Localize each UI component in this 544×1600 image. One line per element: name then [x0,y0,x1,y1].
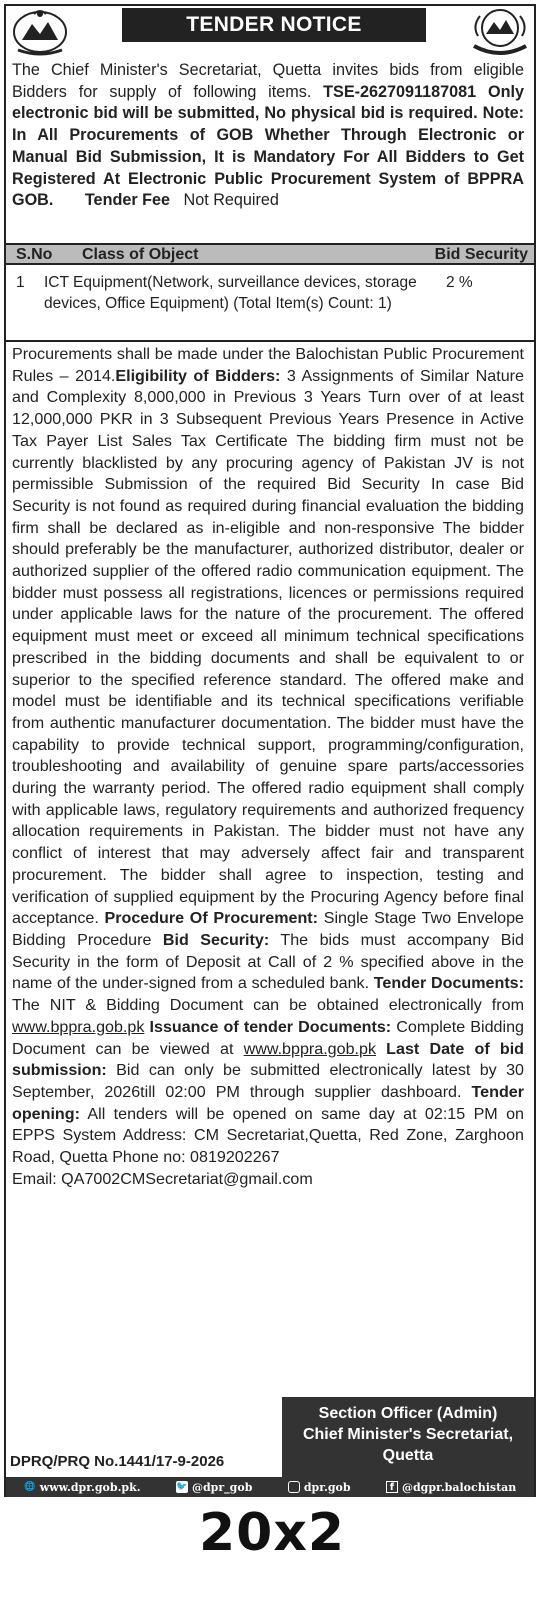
body-text: Bid can only be submitted electronically latest by 30 September, 2026till 02:00 PM through supplier dashboard. [12,1061,524,1101]
page-title: TENDER NOTICE [122,8,426,42]
heading-bid-security: Bid Security: [162,930,270,949]
footer-bar [6,1477,534,1497]
heading-tender-documents: Tender Documents: [373,974,524,993]
bppra-link[interactable]: www.bppra.gob.pk [243,1039,376,1058]
intro-text: The Chief Minister's Secretariat, Quetta invites bids from eligible Bidders for supply of following items. [12,61,524,101]
body-text: The NIT & Bidding Document can be obtained electronically from [12,996,524,1015]
dprq-number: DPRQ/PRQ No.1441/17-9-2026 [10,1453,225,1470]
column-header-bid-security: Bid Security [434,246,528,263]
heading-eligibility: Eligibility of Bidders: [115,366,281,385]
footer-facebook[interactable] [386,1481,516,1494]
row-sno: 1 [16,274,25,291]
body-text: Single Stage Two Envelope Bidding Procedure [12,909,524,949]
heading-tender-opening: Tender opening: [12,1082,524,1123]
notice-body [12,344,524,1190]
body-text: 3 Assignments of Similar Nature and Complexity 8,000,000 in Previous 3 Years Turn over of at least 12,000,000 PKR in 3 Subsequent Previous Years Presence in Active Tax Payer List Sales Tax Certificate The bidding firm must not be currently blacklisted by any procuring agency of Pakistan JV is not permissible Submission of the required Bid Security In case Bid Security is not found as required during financial evaluation the bidding firm shall be declared as in-eligible and non-responsive The bidder should preferably be the manufacturer, authorized distributor, dealer or authorized supplier of the offered radio communication equipment. The bidder must possess all registrations, licences or permissions required under applicable laws for the nature of the procurement. The offered equipment must meet or exceed all minimum technical specifications prescribed in the bidding documents and shall be equivalent to or superior to the specified reference standard. The offered make and model must be identifiable and its technical specifications verifiable from authentic manufacturer documentation. The bidder must have the capability to provide technical support, programming/configuration, troubleshooting and availability of genuine spare parts/accessories during the warranty period. The offered radio equipment shall comply with applicable laws, regulatory requirements and authorized frequency allocation requirements in Pakistan. The bidder must not have any conflict of interest that may adversely affect fair and transparent procurement. The bidder shall agree to inspection, testing and verification of supplied equipment by the Procuring Agency before final acceptance. [12,366,524,928]
tender-fee-value: Not Required [183,191,279,210]
instagram-handle: dpr.gob [303,1480,351,1494]
facebook-handle: @dgpr.balochistan [401,1480,517,1494]
signature-block [282,1397,534,1481]
table-row [6,268,534,342]
cm-secretariat-emblem-icon [468,6,532,56]
row-security: 2 % [446,274,473,291]
tender-fee-label: Tender Fee [84,191,171,210]
ad-size-tag: 20x2 [198,1503,346,1563]
facebook-icon: f [386,1481,398,1493]
intro-bold-text: TSE-2627091187081 Only electronic bid will be submitted, No physical bid is required. Note: In All Procurements of GOB Whether Through Electronic or Manual Bid Submission, It is Mandatory For All Bidders to Get Registered At Electronic Public Procurement System of BPPRA GOB. [12,82,524,210]
body-text: The bids must accompany Bid Security in the form of Deposit at Call of 2 % specified above in the name of the under-signed from a scheduled bank. [12,930,524,993]
website-text: www.dpr.gob.pk. [39,1480,141,1494]
signature-line: Chief Minister's Secretariat, [302,1426,514,1443]
footer-website[interactable] [24,1481,141,1494]
table-header [6,243,534,265]
instagram-icon [288,1481,300,1493]
row-item: ICT Equipment(Network, surveillance devices, storage devices, Office Equipment) (Total Item(s) Count: 1) [44,274,417,312]
body-text: Procurements shall be made under the Balochistan Public Procurement Rules – 2014. [12,345,524,385]
contact-email: Email: QA7002CMSecretariat@gmail.com [12,1169,313,1188]
intro-paragraph [12,60,524,212]
column-header-sno: S.No [16,246,53,263]
heading-procedure: Procedure Of Procurement: [104,909,319,928]
footer-instagram[interactable] [288,1481,351,1494]
twitter-icon: 🐦 [176,1482,188,1492]
twitter-handle: @dpr_gob [191,1480,253,1494]
signature-line: Section Officer (Admin) [318,1405,498,1422]
heading-issuance: Issuance of tender Documents: [144,1017,392,1036]
column-header-class: Class of Object [82,246,199,263]
body-text: All tenders will be opened on same day at 02:15 PM on EPPS System Address: CM Secretariat,Quetta, Red Zone, Zarghoon Road, Quetta Phone no: 0819202267 [12,1104,524,1167]
bppra-link[interactable]: www.bppra.gob.pk [12,1017,145,1036]
heading-last-date: Last Date of bid submission: [12,1039,524,1080]
signature-line: Quetta [382,1447,434,1464]
globe-icon: 🌐 [24,1482,36,1492]
body-text: Complete Bidding Document can be viewed at [12,1017,524,1058]
notice-header [6,6,534,58]
balochistan-emblem-icon [8,6,72,56]
footer-twitter[interactable] [176,1481,252,1494]
